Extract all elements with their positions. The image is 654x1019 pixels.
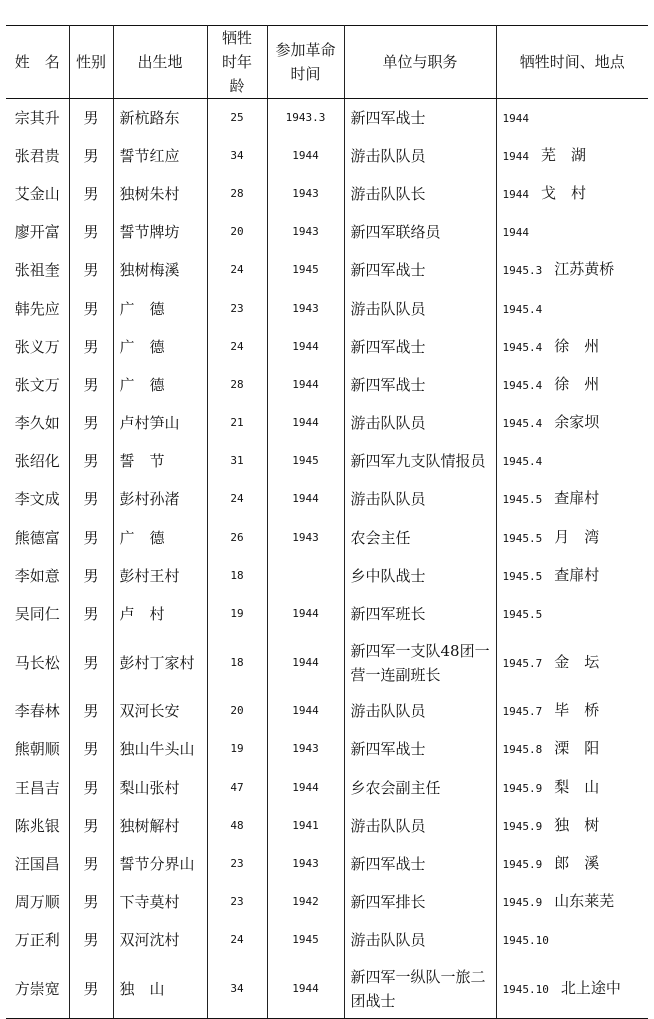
- death-date: 1945.9: [502, 781, 543, 795]
- cell-death: [496, 845, 648, 883]
- table-body: [6, 99, 648, 1019]
- death-place: 芜 湖: [541, 145, 587, 164]
- cell-age: 23: [207, 289, 267, 327]
- cell-birthplace: 独山牛头山: [113, 730, 207, 768]
- cell-unit: 新四军联络员: [344, 213, 496, 251]
- cell-birthplace: 下寺莫村: [113, 883, 207, 921]
- cell-gender: 男: [69, 251, 113, 289]
- table-row: [6, 921, 648, 959]
- cell-age: 28: [207, 175, 267, 213]
- cell-age: 28: [207, 366, 267, 404]
- death-date: 1945.9: [502, 857, 543, 871]
- death-date: 1944: [502, 111, 529, 125]
- cell-unit: 新四军一纵队一旅二团战士: [344, 959, 496, 1018]
- cell-death: [496, 213, 648, 251]
- cell-gender: 男: [69, 404, 113, 442]
- death-place: 梨 山: [554, 777, 600, 796]
- header-joined: 参加革命时间: [267, 26, 344, 99]
- cell-gender: 男: [69, 366, 113, 404]
- cell-unit: 游击队队员: [344, 289, 496, 327]
- cell-death: [496, 769, 648, 807]
- cell-name: 方崇宽: [6, 959, 69, 1018]
- cell-birthplace: 双河长安: [113, 692, 207, 730]
- cell-gender: 男: [69, 595, 113, 633]
- death-date: 1945.10: [502, 934, 549, 948]
- cell-unit: 乡农会副主任: [344, 769, 496, 807]
- death-place: 徐 州: [554, 374, 600, 393]
- cell-birthplace: 广 德: [113, 519, 207, 557]
- cell-age: 20: [207, 692, 267, 730]
- death-place: 江苏黄桥: [554, 260, 615, 279]
- cell-unit: 游击队队员: [344, 480, 496, 518]
- cell-age: 24: [207, 480, 267, 518]
- header-birthplace: 出生地: [113, 26, 207, 99]
- cell-name: 李文成: [6, 480, 69, 518]
- cell-unit: 新四军排长: [344, 883, 496, 921]
- cell-age: 25: [207, 99, 267, 137]
- death-date: 1944: [502, 226, 529, 240]
- death-place: 查扉村: [554, 489, 600, 508]
- cell-gender: 男: [69, 730, 113, 768]
- table-row: [6, 99, 648, 137]
- death-date: 1945.9: [502, 819, 543, 833]
- death-date: 1945.7: [502, 656, 543, 670]
- cell-death: [496, 251, 648, 289]
- cell-birthplace: 彭村孙渚: [113, 480, 207, 518]
- death-place: 山东莱芜: [554, 892, 615, 911]
- death-date: 1945.8: [502, 743, 543, 757]
- cell-joined: 1945: [267, 251, 344, 289]
- cell-age: 21: [207, 404, 267, 442]
- death-date: 1945.4: [502, 455, 543, 469]
- table-row: [6, 807, 648, 845]
- cell-unit: 新四军战士: [344, 366, 496, 404]
- cell-death: [496, 959, 648, 1018]
- cell-unit: 游击队队员: [344, 404, 496, 442]
- death-date: 1944: [502, 187, 529, 201]
- cell-name: 周万顺: [6, 883, 69, 921]
- death-date: 1945.4: [502, 417, 543, 431]
- cell-joined: 1944: [267, 137, 344, 175]
- cell-gender: 男: [69, 480, 113, 518]
- cell-age: 18: [207, 633, 267, 692]
- table-row: [6, 213, 648, 251]
- cell-name: 王昌吉: [6, 769, 69, 807]
- death-date: 1945.4: [502, 378, 543, 392]
- cell-death: [496, 595, 648, 633]
- death-place: 戈 村: [541, 183, 587, 202]
- cell-name: 张义万: [6, 328, 69, 366]
- cell-name: 马长松: [6, 633, 69, 692]
- cell-name: 韩先应: [6, 289, 69, 327]
- death-place: 余家坝: [554, 413, 600, 432]
- cell-gender: 男: [69, 769, 113, 807]
- cell-gender: 男: [69, 845, 113, 883]
- table-row: [6, 692, 648, 730]
- cell-gender: 男: [69, 633, 113, 692]
- cell-joined: 1941: [267, 807, 344, 845]
- cell-joined: [267, 557, 344, 595]
- table-row: [6, 595, 648, 633]
- cell-name: 李如意: [6, 557, 69, 595]
- header-gender: 性别: [69, 26, 113, 99]
- cell-name: 汪国昌: [6, 845, 69, 883]
- cell-death: [496, 633, 648, 692]
- cell-age: 24: [207, 251, 267, 289]
- cell-birthplace: 誓节红应: [113, 137, 207, 175]
- cell-age: 48: [207, 807, 267, 845]
- death-place: 独 树: [554, 815, 600, 834]
- cell-birthplace: 独 山: [113, 959, 207, 1018]
- cell-death: [496, 366, 648, 404]
- table-row: [6, 557, 648, 595]
- death-place: 郎 溪: [554, 853, 600, 872]
- table-row: [6, 633, 648, 692]
- death-date: 1945.5: [502, 493, 543, 507]
- cell-age: 23: [207, 883, 267, 921]
- cell-name: 万正利: [6, 921, 69, 959]
- cell-name: 熊德富: [6, 519, 69, 557]
- cell-age: 31: [207, 442, 267, 480]
- cell-age: 19: [207, 595, 267, 633]
- header-row: [6, 26, 648, 99]
- cell-birthplace: 誓 节: [113, 442, 207, 480]
- cell-age: 20: [207, 213, 267, 251]
- table-row: [6, 366, 648, 404]
- death-date: 1945.10: [502, 982, 549, 996]
- cell-age: 34: [207, 959, 267, 1018]
- cell-joined: 1944: [267, 633, 344, 692]
- death-date: 1945.5: [502, 608, 543, 622]
- header-unit: 单位与职务: [344, 26, 496, 99]
- cell-gender: 男: [69, 807, 113, 845]
- cell-age: 23: [207, 845, 267, 883]
- cell-joined: 1945: [267, 921, 344, 959]
- death-place: 毕 桥: [554, 701, 600, 720]
- table-row: [6, 175, 648, 213]
- death-date: 1945.3: [502, 264, 543, 278]
- cell-joined: 1944: [267, 769, 344, 807]
- cell-joined: 1942: [267, 883, 344, 921]
- cell-unit: 游击队队员: [344, 921, 496, 959]
- death-place: 徐 州: [554, 336, 600, 355]
- cell-name: 艾金山: [6, 175, 69, 213]
- cell-death: [496, 99, 648, 137]
- cell-joined: 1943: [267, 175, 344, 213]
- cell-death: [496, 557, 648, 595]
- cell-birthplace: 广 德: [113, 289, 207, 327]
- death-date: 1945.4: [502, 340, 543, 354]
- table-row: [6, 137, 648, 175]
- martyrs-table: [6, 25, 648, 1019]
- cell-birthplace: 誓节牌坊: [113, 213, 207, 251]
- cell-unit: 新四军战士: [344, 251, 496, 289]
- cell-death: [496, 404, 648, 442]
- cell-unit: 新四军九支队情报员: [344, 442, 496, 480]
- death-place: 金 坛: [554, 652, 600, 671]
- death-place: 溧 阳: [554, 739, 600, 758]
- table-row: [6, 404, 648, 442]
- cell-joined: 1943: [267, 519, 344, 557]
- death-place: 查扉村: [554, 565, 600, 584]
- cell-unit: 新四军战士: [344, 328, 496, 366]
- cell-name: 李久如: [6, 404, 69, 442]
- cell-joined: 1944: [267, 959, 344, 1018]
- header-age: 牺牲时年龄: [207, 26, 267, 99]
- cell-unit: 游击队队员: [344, 807, 496, 845]
- table-row: [6, 769, 648, 807]
- cell-name: 廖开富: [6, 213, 69, 251]
- cell-gender: 男: [69, 289, 113, 327]
- cell-joined: 1943: [267, 213, 344, 251]
- cell-death: [496, 137, 648, 175]
- table-row: [6, 289, 648, 327]
- cell-unit: 新四军战士: [344, 99, 496, 137]
- death-date: 1945.9: [502, 896, 543, 910]
- cell-death: [496, 692, 648, 730]
- cell-unit: 游击队队长: [344, 175, 496, 213]
- death-place: 月 湾: [554, 527, 600, 546]
- cell-joined: 1945: [267, 442, 344, 480]
- cell-birthplace: 卢 村: [113, 595, 207, 633]
- cell-gender: 男: [69, 328, 113, 366]
- cell-name: 熊朝顺: [6, 730, 69, 768]
- death-place: 北上途中: [560, 978, 621, 997]
- cell-birthplace: 独树梅溪: [113, 251, 207, 289]
- cell-gender: 男: [69, 442, 113, 480]
- table-row: [6, 883, 648, 921]
- cell-age: 18: [207, 557, 267, 595]
- cell-age: 47: [207, 769, 267, 807]
- cell-death: [496, 921, 648, 959]
- cell-birthplace: 彭村王村: [113, 557, 207, 595]
- cell-unit: 新四军一支队48团一营一连副班长: [344, 633, 496, 692]
- cell-gender: 男: [69, 519, 113, 557]
- cell-birthplace: 新杭路东: [113, 99, 207, 137]
- cell-death: [496, 442, 648, 480]
- cell-birthplace: 卢村笋山: [113, 404, 207, 442]
- cell-name: 李春林: [6, 692, 69, 730]
- cell-unit: 游击队队员: [344, 137, 496, 175]
- cell-gender: 男: [69, 883, 113, 921]
- cell-birthplace: 独树解村: [113, 807, 207, 845]
- cell-unit: 新四军班长: [344, 595, 496, 633]
- cell-joined: 1943.3: [267, 99, 344, 137]
- cell-death: [496, 883, 648, 921]
- cell-unit: 乡中队战士: [344, 557, 496, 595]
- cell-joined: 1944: [267, 328, 344, 366]
- death-date: 1944: [502, 149, 529, 163]
- cell-death: [496, 480, 648, 518]
- cell-name: 张绍化: [6, 442, 69, 480]
- cell-birthplace: 广 德: [113, 366, 207, 404]
- cell-birthplace: 独树朱村: [113, 175, 207, 213]
- cell-joined: 1944: [267, 595, 344, 633]
- cell-death: [496, 519, 648, 557]
- martyrs-table-container: [6, 25, 648, 1019]
- cell-birthplace: 誓节分界山: [113, 845, 207, 883]
- cell-name: 陈兆银: [6, 807, 69, 845]
- cell-joined: 1944: [267, 480, 344, 518]
- cell-gender: 男: [69, 99, 113, 137]
- death-date: 1945.7: [502, 705, 543, 719]
- death-date: 1945.5: [502, 569, 543, 583]
- table-row: [6, 480, 648, 518]
- cell-gender: 男: [69, 692, 113, 730]
- cell-birthplace: 广 德: [113, 328, 207, 366]
- table-row: [6, 730, 648, 768]
- cell-unit: 新四军战士: [344, 845, 496, 883]
- cell-age: 34: [207, 137, 267, 175]
- cell-unit: 游击队队员: [344, 692, 496, 730]
- cell-death: [496, 730, 648, 768]
- cell-age: 24: [207, 328, 267, 366]
- cell-name: 张文万: [6, 366, 69, 404]
- cell-joined: 1943: [267, 845, 344, 883]
- table-row: [6, 442, 648, 480]
- cell-joined: 1943: [267, 289, 344, 327]
- cell-age: 19: [207, 730, 267, 768]
- cell-gender: 男: [69, 959, 113, 1018]
- cell-age: 26: [207, 519, 267, 557]
- cell-name: 吴同仁: [6, 595, 69, 633]
- table-row: [6, 251, 648, 289]
- cell-unit: 农会主任: [344, 519, 496, 557]
- cell-gender: 男: [69, 175, 113, 213]
- table-row: [6, 519, 648, 557]
- cell-birthplace: 双河沈村: [113, 921, 207, 959]
- cell-joined: 1943: [267, 730, 344, 768]
- cell-gender: 男: [69, 921, 113, 959]
- cell-death: [496, 175, 648, 213]
- cell-name: 张君贵: [6, 137, 69, 175]
- header-death: 牺牲时间、地点: [496, 26, 648, 99]
- cell-death: [496, 328, 648, 366]
- cell-joined: 1944: [267, 366, 344, 404]
- header-name: 姓 名: [6, 26, 69, 99]
- cell-joined: 1944: [267, 404, 344, 442]
- cell-death: [496, 289, 648, 327]
- death-date: 1945.4: [502, 302, 543, 316]
- cell-name: 宗其升: [6, 99, 69, 137]
- cell-gender: 男: [69, 137, 113, 175]
- cell-birthplace: 彭村丁家村: [113, 633, 207, 692]
- cell-age: 24: [207, 921, 267, 959]
- cell-unit: 新四军战士: [344, 730, 496, 768]
- cell-birthplace: 梨山张村: [113, 769, 207, 807]
- cell-name: 张祖奎: [6, 251, 69, 289]
- cell-gender: 男: [69, 557, 113, 595]
- cell-death: [496, 807, 648, 845]
- table-row: [6, 845, 648, 883]
- cell-gender: 男: [69, 213, 113, 251]
- table-row: [6, 959, 648, 1018]
- death-date: 1945.5: [502, 531, 543, 545]
- cell-joined: 1944: [267, 692, 344, 730]
- table-row: [6, 328, 648, 366]
